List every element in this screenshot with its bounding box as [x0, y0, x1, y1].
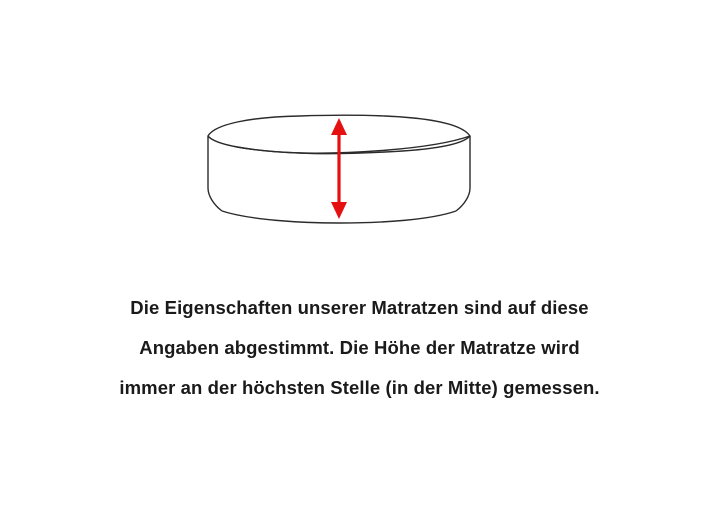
caption-line-2: Angaben abgestimmt. Die Höhe der Matratze wird	[139, 337, 580, 358]
height-double-arrow	[331, 118, 347, 219]
caption-block	[0, 288, 719, 408]
mattress-left-edge	[208, 136, 222, 211]
arrow-head-down	[331, 202, 347, 219]
mattress-right-edge	[456, 136, 470, 211]
caption-line-1: Die Eigenschaften unserer Matratzen sind auf diese	[130, 297, 589, 318]
caption-line-3: immer an der höchsten Stelle (in der Mitte) gemessen.	[119, 377, 600, 398]
